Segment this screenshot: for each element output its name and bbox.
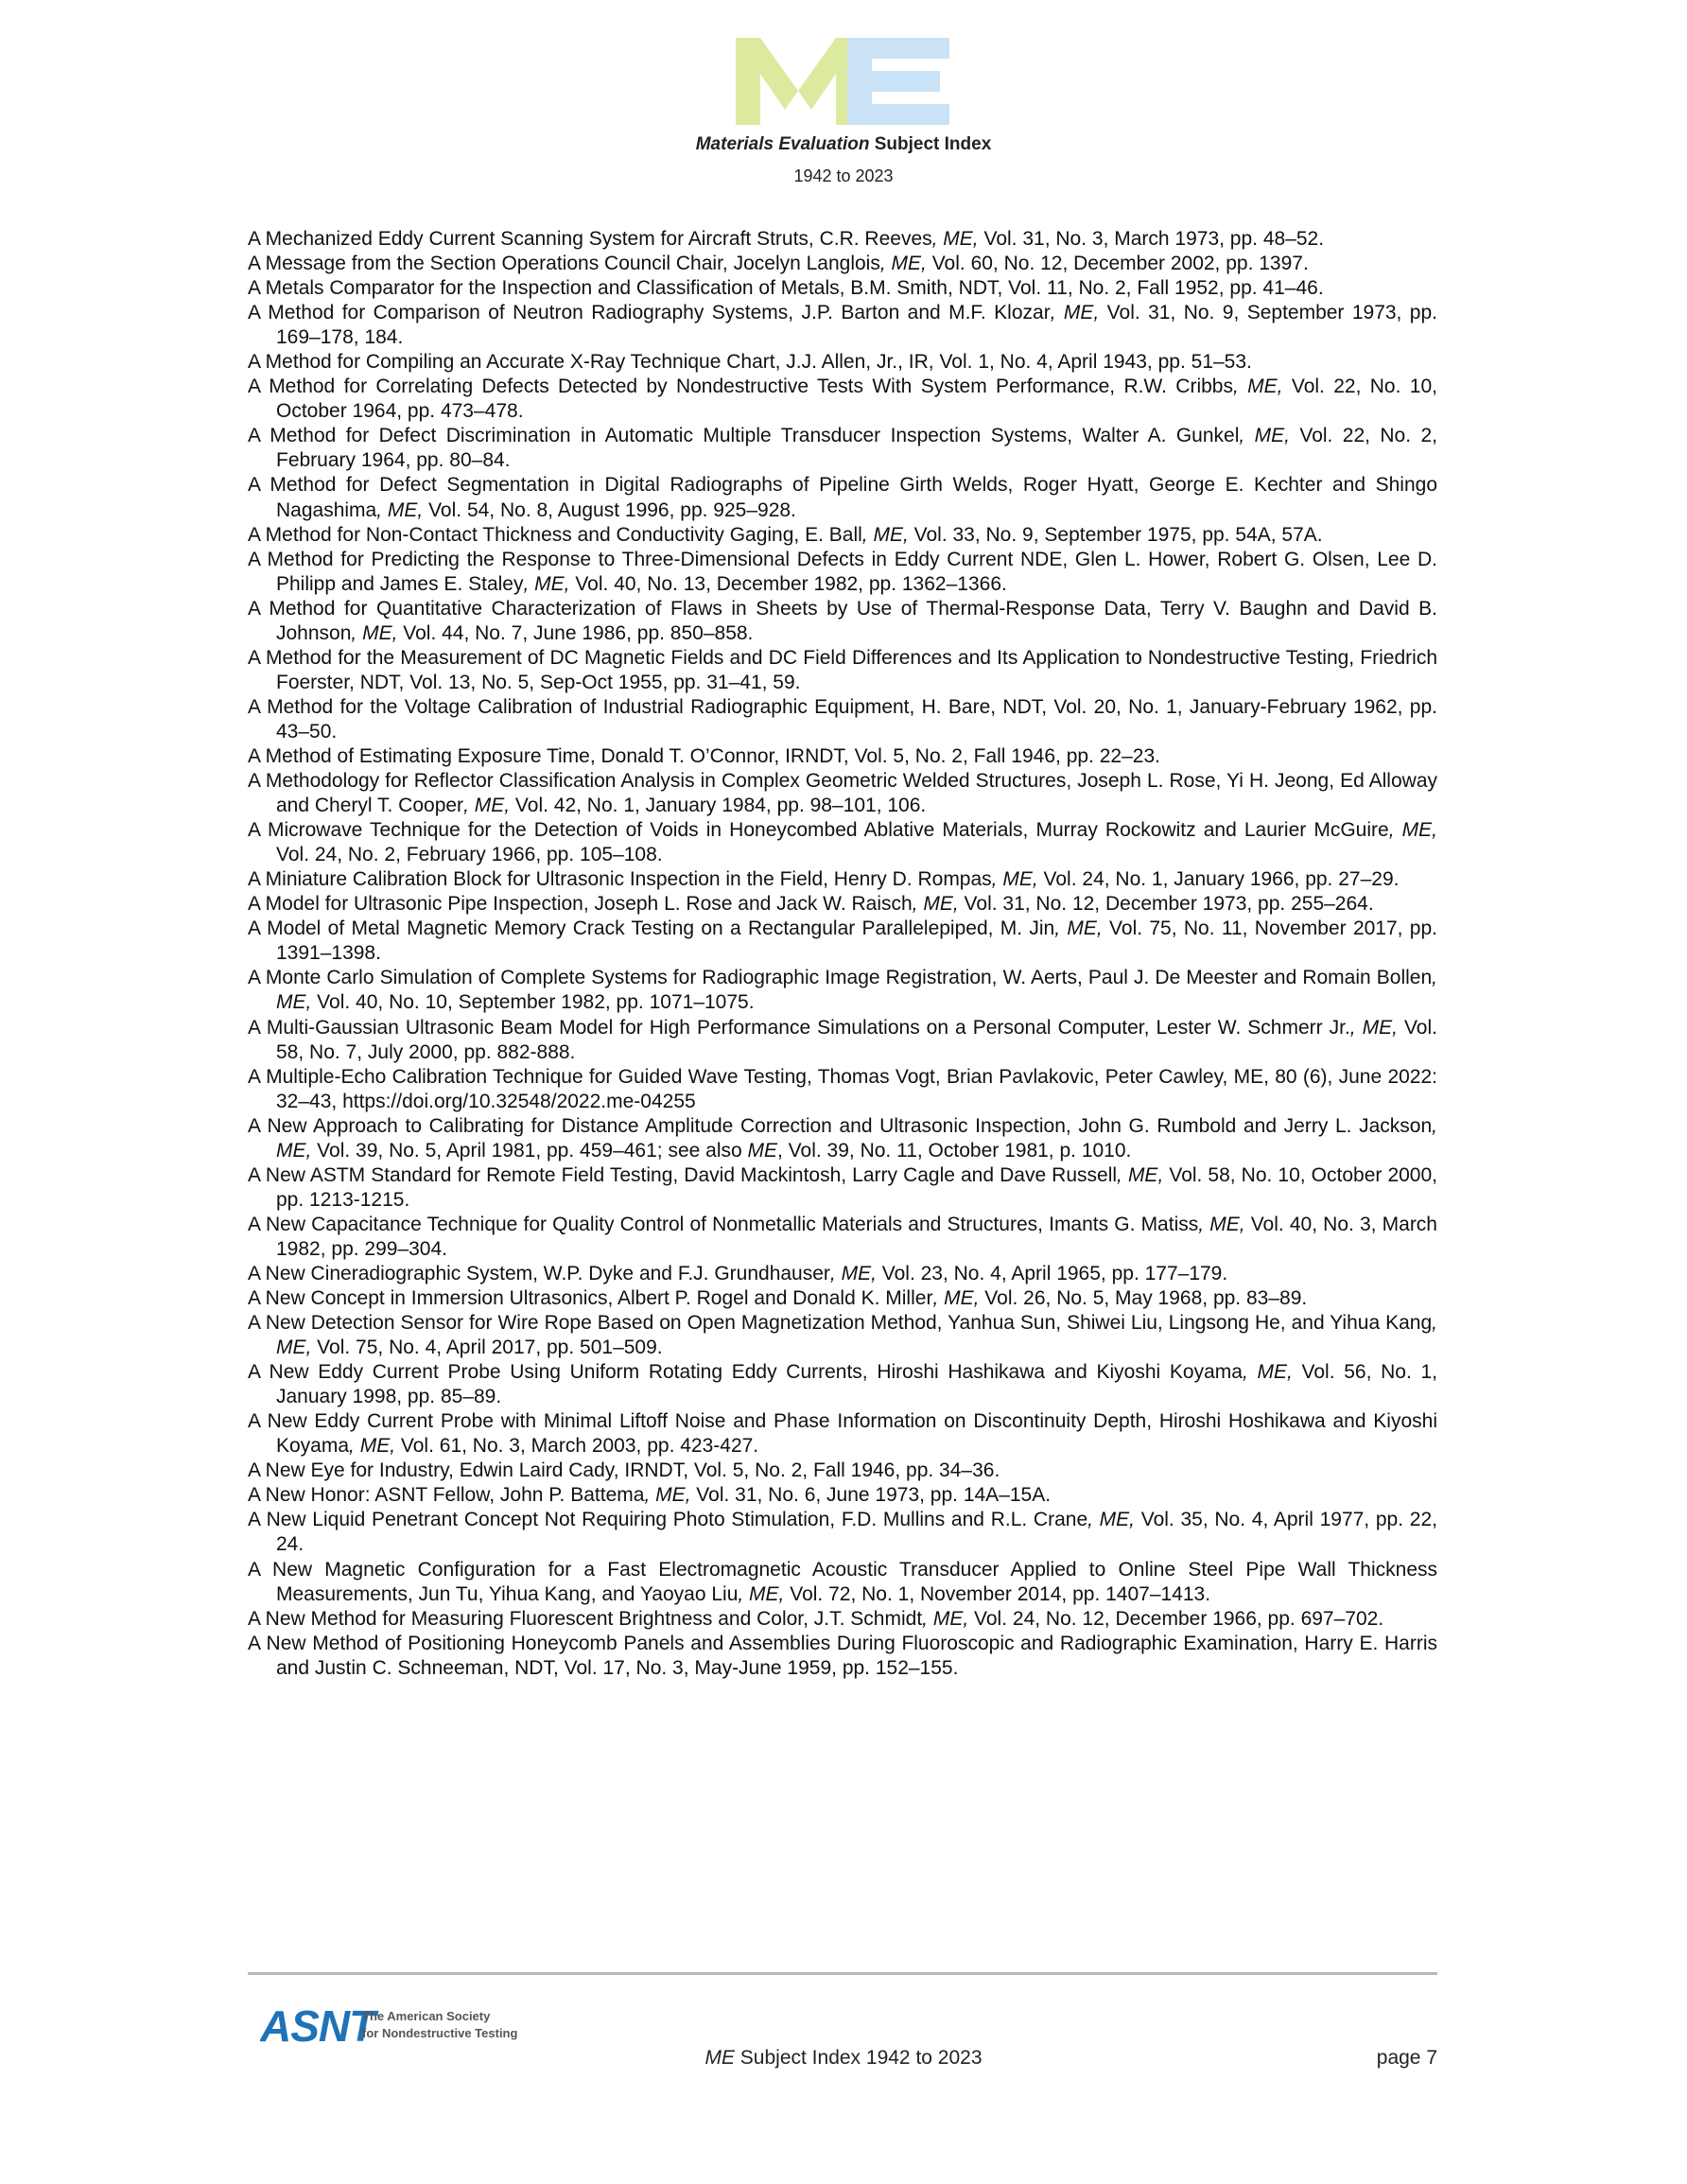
index-entry <box>248 1065 1437 1114</box>
entry-text: A New Capacitance Technique for Quality Control of Nonmetallic Materials and Structures, Imants G. Matiss <box>248 1213 1199 1235</box>
entry-text: A New Liquid Penetrant Concept Not Requiring Photo Stimulation, F.D. Mullins and R.L. Crane <box>248 1509 1088 1531</box>
index-entry <box>248 350 1437 375</box>
entry-text: A Multi-Gaussian Ultrasonic Beam Model for High Performance Simulations on a Personal Computer, Lester W. Schmerr Jr. <box>248 1016 1350 1039</box>
page-number: page 7 <box>1376 2047 1437 2069</box>
entry-text: Vol. 24, No. 12, December 1966, pp. 697–702. <box>968 1607 1384 1630</box>
entry-text: Vol. 26, No. 5, May 1968, pp. 83–89. <box>979 1287 1308 1310</box>
entry-text: A New Magnetic Configuration for a Fast Electromagnetic Acoustic Transducer Applied to Online Steel Pipe Wall Thickness Measurements, Jun Tu, Yihua Kang, and Yaoyao Liu <box>248 1558 1437 1605</box>
entry-text: Vol. 75, No. 4, April 2017, pp. 501–509. <box>311 1337 663 1359</box>
index-entry <box>248 227 1437 252</box>
entry-text: A New Cineradiographic System, W.P. Dyke and F.J. Grundhauser <box>248 1262 830 1284</box>
entry-text: A Method for Defect Discrimination in Automatic Multiple Transducer Inspection Systems, Walter A. Gunkel <box>248 425 1240 447</box>
entry-text: Vol. 31, No. 9, September 1973, pp. 169–178, 184. <box>276 302 1437 349</box>
index-entry <box>248 473 1437 522</box>
entry-text: A New Concept in Immersion Ultrasonics, Albert P. Rogel and Donald K. Miller <box>248 1287 933 1310</box>
index-entry <box>248 1286 1437 1311</box>
index-entry <box>248 867 1437 892</box>
index-entry <box>248 1558 1437 1607</box>
entry-text: A Method of Estimating Exposure Time, Donald T. O’Connor, IRNDT, Vol. 5, No. 2, Fall 1946, pp. 22–23. <box>248 744 1160 767</box>
index-entry <box>248 1607 1437 1632</box>
journal-abbrev: , ME, <box>931 228 979 250</box>
index-entry <box>248 1016 1437 1065</box>
journal-abbrev: , ME, <box>879 253 927 275</box>
entry-text: Vol. 22, No. 2, February 1964, pp. 80–84. <box>276 425 1437 472</box>
entry-text: Vol. 60, No. 12, December 2002, pp. 1397. <box>926 253 1309 275</box>
asnt-logo-mark: ASNT <box>260 2001 375 2051</box>
journal-abbrev: , ME, <box>463 795 511 817</box>
index-entry <box>248 769 1437 818</box>
index-entry <box>248 1213 1437 1262</box>
journal-abbrev: , ME, <box>351 621 398 644</box>
entry-text: Vol. 54, No. 8, August 1996, pp. 925–928. <box>423 498 796 521</box>
index-entry <box>248 252 1437 276</box>
index-entry <box>248 818 1437 867</box>
entry-text: A Methodology for Reflector Classification Analysis in Complex Geometric Welded Structures, Joseph L. Rose, Yi H. Jeong, Ed Alloway and Cheryl T. Cooper <box>248 770 1437 817</box>
me-logo <box>736 38 949 125</box>
journal-abbrev: , ME, <box>861 523 909 546</box>
journal-abbrev: , ME, <box>1232 376 1283 398</box>
asnt-logo <box>260 1994 534 2054</box>
entry-text: A Model of Metal Magnetic Memory Crack Testing on a Rectangular Parallelepiped, M. Jin <box>248 917 1055 940</box>
entry-text: Vol. 58, No. 7, July 2000, pp. 882-888. <box>276 1016 1437 1063</box>
entry-text: Vol. 40, No. 3, March 1982, pp. 299–304. <box>276 1213 1437 1260</box>
journal-abbrev: , ME, <box>922 1607 969 1630</box>
entry-text: A Model for Ultrasonic Pipe Inspection, Joseph L. Rose and Jack W. Raisch <box>248 893 913 916</box>
index-entry <box>248 1163 1437 1213</box>
entry-text: A Mechanized Eddy Current Scanning System for Aircraft Struts, C.R. Reeves <box>248 228 932 250</box>
journal-name: Materials Evaluation <box>695 134 870 154</box>
footer-journal-abbrev: ME <box>704 2047 735 2069</box>
entry-text: A Method for Comparison of Neutron Radiography Systems, J.P. Barton and M.F. Klozar <box>248 302 1051 324</box>
index-entry <box>248 1483 1437 1508</box>
journal-abbrev: , ME, <box>1050 302 1100 324</box>
entry-text: Vol. 58, No. 10, October 2000, pp. 1213-1215. <box>276 1163 1437 1211</box>
index-entry <box>248 744 1437 769</box>
entry-text: A Message from the Section Operations Council Chair, Jocelyn Langlois <box>248 253 880 275</box>
entry-text: , Vol. 39, No. 11, October 1981, p. 1010. <box>777 1139 1132 1162</box>
entry-text: Vol. 56, No. 1, January 1998, pp. 85–89. <box>276 1361 1437 1408</box>
journal-abbrev: , ME, <box>523 572 570 595</box>
entry-text: A Method for Defect Segmentation in Digital Radiographs of Pipeline Girth Welds, Roger Hyatt, George E. Kechter and Shingo Nagashima <box>248 474 1437 521</box>
journal-abbrev: , ME, <box>349 1435 396 1458</box>
index-entry <box>248 917 1437 966</box>
entry-text: A New Method of Positioning Honeycomb Panels and Assemblies During Fluoroscopic and Radiographic Examination, Harry E. Harris and Justin C. Schneeman, NDT, Vol. 17, No. 3, May-June 1959, pp. 152–155. <box>248 1632 1437 1679</box>
entry-text: A Method for Quantitative Characterization of Flaws in Sheets by Use of Thermal-Response Data, Terry V. Baughn and David B. Johnson <box>248 597 1437 644</box>
entry-text: A Method for the Measurement of DC Magnetic Fields and DC Field Differences and Its Application to Nondestructive Testing, Friedrich Foerster, NDT, Vol. 13, No. 5, Sep-Oct 1955, pp. 31–41, 59. <box>248 646 1437 693</box>
entry-text: Vol. 39, No. 5, April 1981, pp. 459–461; see also <box>311 1139 748 1162</box>
entry-text: A Metals Comparator for the Inspection and Classification of Metals, B.M. Smith, NDT, Vol. 11, No. 2, Fall 1952, pp. 41–46. <box>248 277 1324 300</box>
journal-abbrev: , ME, <box>738 1582 785 1605</box>
index-entry <box>248 1311 1437 1360</box>
index-entry <box>248 597 1437 646</box>
entry-text: Vol. 72, No. 1, November 2014, pp. 1407–1413. <box>784 1582 1211 1605</box>
journal-abbrev: , ME, <box>1117 1163 1164 1186</box>
entry-text: A Miniature Calibration Block for Ultrasonic Inspection in the Field, Henry D. Rompas <box>248 868 992 891</box>
entry-text: A New Detection Sensor for Wire Rope Based on Open Magnetization Method, Yanhua Sun, Shiwei Liu, Lingsong He, and Yihua Kang <box>248 1312 1433 1335</box>
entry-text: A New Approach to Calibrating for Distance Amplitude Correction and Ultrasonic Inspection, John G. Rumbold and Jerry L. Jackson <box>248 1114 1433 1137</box>
entry-text: A Method for Non-Contact Thickness and Conductivity Gaging, E. Ball <box>248 523 862 546</box>
journal-abbrev: , ME, <box>1388 819 1437 842</box>
entry-text: A Monte Carlo Simulation of Complete Systems for Radiographic Image Registration, W. Aerts, Paul J. De Meester and Romain Bollen <box>248 967 1433 989</box>
index-entry <box>248 1114 1437 1163</box>
journal-abbrev: , ME, <box>1198 1213 1245 1235</box>
entry-text: Vol. 44, No. 7, June 1986, pp. 850–858. <box>397 621 754 644</box>
entry-text: Vol. 75, No. 11, November 2017, pp. 1391–1398. <box>276 917 1437 965</box>
index-entry <box>248 424 1437 473</box>
journal-abbrev: , ME, <box>932 1287 980 1310</box>
index-entry <box>248 646 1437 695</box>
entry-text: A Method for Correlating Defects Detected by Nondestructive Tests With System Performance, R.W. Cribbs <box>248 376 1233 398</box>
index-entry <box>248 1262 1437 1286</box>
entry-text: Vol. 35, No. 4, April 1977, pp. 22, 24. <box>276 1509 1437 1556</box>
footer-title-rest: Subject Index 1942 to 2023 <box>734 2047 983 2069</box>
index-entry <box>248 375 1437 424</box>
index-label: Subject Index <box>869 134 992 154</box>
entry-text: Vol. 31, No. 6, June 1973, pp. 14A–15A. <box>690 1484 1052 1507</box>
entry-text: Vol. 24, No. 2, February 1966, pp. 105–108. <box>276 844 663 866</box>
index-entry <box>248 1632 1437 1681</box>
journal-abbrev: , ME, <box>1239 425 1290 447</box>
entry-text: A Method for Predicting the Response to Three-Dimensional Defects in Eddy Current NDE, Glen L. Hower, Robert G. Olsen, Lee D. Philipp and James E. Staley <box>248 548 1437 595</box>
journal-abbrev: , ME, <box>276 1114 1437 1162</box>
footer-divider <box>248 1972 1437 1975</box>
journal-abbrev: , ME, <box>1054 917 1103 940</box>
journal-abbrev: , ME, <box>912 893 959 916</box>
index-entry <box>248 1409 1437 1459</box>
index-entry <box>248 548 1437 597</box>
entry-text: A New ASTM Standard for Remote Field Testing, David Mackintosh, Larry Cagle and Dave Russell <box>248 1163 1118 1186</box>
logo-letter-e <box>847 38 949 125</box>
entry-text: Vol. 61, No. 3, March 2003, pp. 423-427. <box>395 1435 759 1458</box>
entry-text: A New Method for Measuring Fluorescent Brightness and Color, J.T. Schmidt <box>248 1607 923 1630</box>
journal-abbrev: ME <box>747 1139 778 1162</box>
entry-text: Vol. 33, No. 9, September 1975, pp. 54A, 57A. <box>908 523 1323 546</box>
journal-abbrev: , ME, <box>276 967 1437 1014</box>
journal-abbrev: , ME, <box>1349 1016 1398 1039</box>
entry-text: A Method for Compiling an Accurate X-Ray Technique Chart, J.J. Allen, Jr., IR, Vol. 1, No. 4, April 1943, pp. 51–53. <box>248 351 1252 374</box>
index-entry <box>248 966 1437 1015</box>
index-years: 1942 to 2023 <box>793 166 894 185</box>
journal-abbrev: , ME, <box>644 1484 691 1507</box>
index-entry <box>248 1459 1437 1483</box>
journal-abbrev: , ME, <box>1087 1509 1136 1531</box>
entry-text: Vol. 31, No. 3, March 1973, pp. 48–52. <box>978 228 1325 250</box>
logo-letter-m <box>736 38 861 125</box>
entry-text: A Multiple-Echo Calibration Technique for Guided Wave Testing, Thomas Vogt, Brian Pavlakovic, Peter Cawley, ME, 80 (6), June 2022: 32–43, https://doi.org/10.32548/2022.me-04255 <box>248 1065 1437 1112</box>
index-entry <box>248 301 1437 350</box>
asnt-logo-line2: for Nondestructive Testing <box>362 2026 518 2040</box>
entry-text: A New Eddy Current Probe with Minimal Liftoff Noise and Phase Information on Discontinuity Depth, Hiroshi Hoshikawa and Kiyoshi Koyama <box>248 1410 1437 1458</box>
entry-text: A Method for the Voltage Calibration of Industrial Radiographic Equipment, H. Bare, NDT, Vol. 20, No. 1, January-February 1962, pp. 43–50. <box>248 695 1437 743</box>
journal-abbrev: , ME, <box>1242 1361 1293 1384</box>
entry-text: Vol. 42, No. 1, January 1984, pp. 98–101, 106. <box>510 795 927 817</box>
journal-abbrev: , ME, <box>829 1262 877 1284</box>
index-entry-list <box>248 227 1437 1681</box>
entry-text: A New Eddy Current Probe Using Uniform Rotating Eddy Currents, Hiroshi Hashikawa and Kiyoshi Koyama <box>248 1361 1243 1384</box>
entry-text: Vol. 23, No. 4, April 1965, pp. 177–179. <box>876 1262 1228 1284</box>
entry-text: Vol. 24, No. 1, January 1966, pp. 27–29. <box>1037 868 1400 891</box>
journal-abbrev: , ME, <box>376 498 424 521</box>
entry-text: A New Eye for Industry, Edwin Laird Cady, IRNDT, Vol. 5, No. 2, Fall 1946, pp. 34–36. <box>248 1459 1000 1482</box>
journal-abbrev: , ME, <box>276 1312 1437 1359</box>
entry-text: Vol. 22, No. 10, October 1964, pp. 473–478. <box>276 376 1437 423</box>
entry-text: Vol. 40, No. 13, December 1982, pp. 1362–1366. <box>569 572 1007 595</box>
index-entry <box>248 892 1437 917</box>
index-entry <box>248 523 1437 548</box>
index-title <box>0 134 1687 155</box>
entry-text: Vol. 40, No. 10, September 1982, pp. 1071–1075. <box>311 991 755 1014</box>
index-entry <box>248 1508 1437 1557</box>
index-entry <box>248 695 1437 744</box>
entry-text: Vol. 31, No. 12, December 1973, pp. 255–264. <box>958 893 1374 916</box>
index-entry <box>248 276 1437 301</box>
index-entry <box>248 1360 1437 1409</box>
entry-text: A Microwave Technique for the Detection of Voids in Honeycombed Ablative Materials, Murray Rockowitz and Laurier McGuire <box>248 819 1389 842</box>
asnt-logo-line1: The American Society <box>362 2009 491 2023</box>
journal-abbrev: , ME, <box>991 868 1038 891</box>
entry-text: A New Honor: ASNT Fellow, John P. Battema <box>248 1484 645 1507</box>
